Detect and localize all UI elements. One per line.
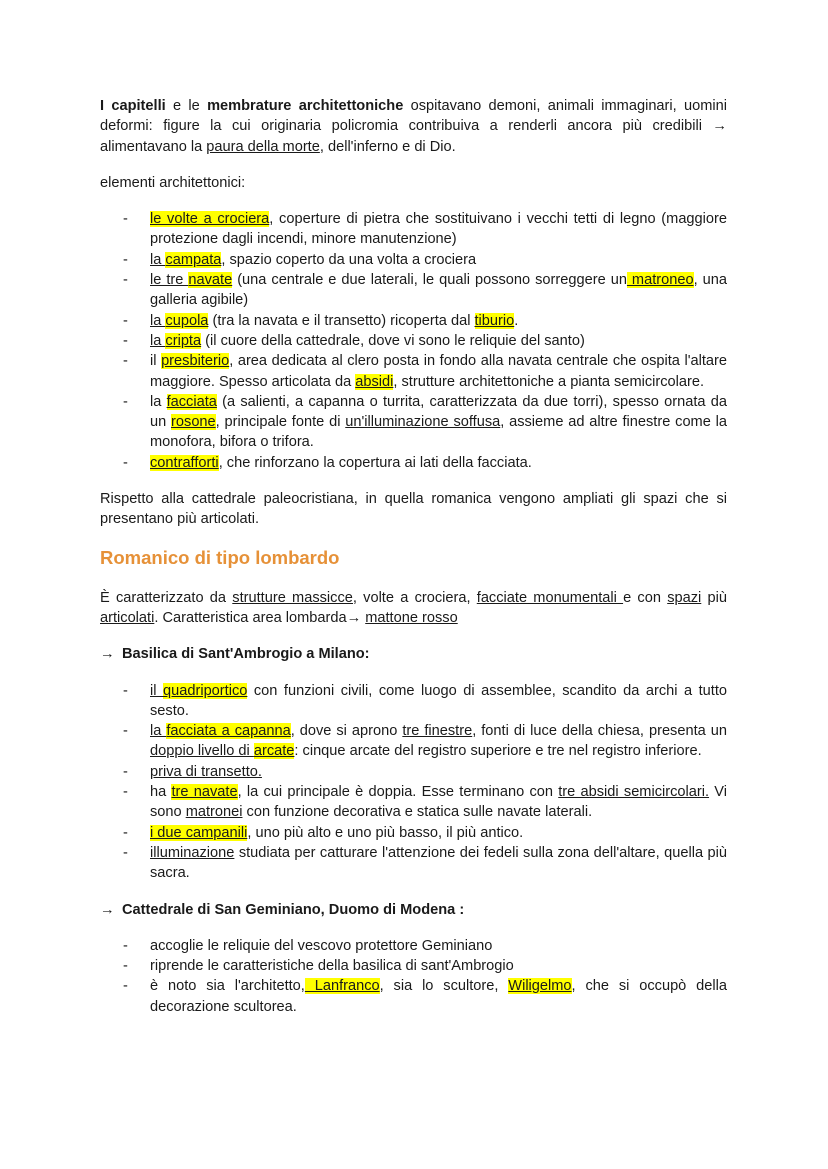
underlined-term: tre finestre bbox=[402, 723, 473, 740]
text: , strutture architettoniche a pianta semicircolare. bbox=[393, 373, 705, 390]
list-item bbox=[100, 976, 727, 1017]
highlight: tre navate bbox=[171, 784, 238, 801]
highlight: facciata a capanna bbox=[166, 723, 291, 740]
text: , coperture di pietra che sostituivano i vecchi tetti di legno (maggiore protezione dagli incendi, minore manutenzione) bbox=[150, 211, 727, 248]
highlight: navate bbox=[188, 272, 233, 289]
list-item bbox=[100, 311, 727, 331]
text: è noto sia l'architetto, bbox=[150, 978, 305, 995]
underlined-term: doppio livello di bbox=[150, 743, 254, 760]
text: Vi sono bbox=[150, 784, 727, 821]
text: , area dedicata al clero posta in fondo alla navata centrale che ospita l'altare maggiore. Spesso articolata da bbox=[150, 353, 727, 390]
underlined-term: illuminazione bbox=[150, 844, 235, 861]
text: (una centrale e due laterali, le quali possono sorreggere un bbox=[232, 272, 627, 289]
highlight: Lanfranco bbox=[304, 978, 380, 995]
text: le tre bbox=[150, 272, 189, 289]
list-item bbox=[100, 823, 727, 843]
highlight: tiburio bbox=[474, 312, 515, 329]
text: , fonti di luce della chiesa, presenta un bbox=[472, 723, 727, 740]
highlight: cupola bbox=[165, 312, 209, 329]
highlight: le volte a crociera bbox=[150, 211, 270, 228]
text: , che si occupò della decorazione scultorea. bbox=[150, 978, 727, 1015]
text: e le bbox=[165, 98, 208, 114]
underlined-term: mattone rosso bbox=[365, 609, 458, 626]
text: , uno più alto e uno più basso, il più antico. bbox=[247, 824, 524, 841]
modena-list bbox=[100, 936, 727, 1017]
elements-label: elementi architettonici: bbox=[100, 174, 246, 191]
list-item bbox=[100, 721, 727, 762]
text: la bbox=[150, 393, 167, 410]
highlight: quadriportico bbox=[163, 682, 248, 699]
intro-paragraph bbox=[100, 96, 727, 157]
list-item bbox=[100, 351, 727, 392]
underlined-term: spazi bbox=[667, 589, 702, 606]
list-item bbox=[100, 681, 727, 722]
text: , che rinforzano la copertura ai lati della facciata. bbox=[218, 454, 532, 471]
list-item bbox=[100, 762, 727, 782]
text: , dove si aprono bbox=[290, 723, 403, 740]
comparison-paragraph: Rispetto alla cattedrale paleocristiana, in quella romanica vengono ampliati gli spazi che si presentano più articolati. bbox=[100, 491, 727, 528]
text: riprende le caratteristiche della basilica di sant'Ambrogio bbox=[150, 958, 514, 975]
text: , una galleria agibile) bbox=[150, 272, 727, 309]
underlined-term: paura della morte bbox=[206, 138, 320, 155]
list-item bbox=[100, 956, 727, 976]
text: (a salienti, a capanna o turrita, caratterizzata da due torri), spesso ornata da un bbox=[150, 393, 727, 431]
document-body bbox=[100, 96, 727, 1033]
subheading-modena bbox=[100, 900, 727, 920]
text: . Caratteristica area lombarda→ bbox=[154, 609, 366, 626]
text: la bbox=[150, 251, 166, 268]
underlined-term: un'illuminazione soffusa bbox=[345, 414, 501, 431]
list-item bbox=[100, 843, 727, 884]
list-item bbox=[100, 936, 727, 956]
highlight: cripta bbox=[165, 332, 202, 349]
text: il bbox=[150, 353, 162, 370]
architectural-elements-list bbox=[100, 209, 727, 473]
text: con funzioni civili, come luogo di assemblee, scandito da archi a tutto sesto. bbox=[150, 682, 728, 719]
underlined-term: tre absidi semicircolari. bbox=[558, 784, 710, 801]
text: volte a crociera, bbox=[356, 589, 477, 606]
highlight: campata bbox=[165, 251, 222, 268]
text: , la cui principale è doppia. Esse terminano con bbox=[237, 784, 559, 801]
text: il bbox=[150, 682, 163, 699]
subheading-text: Cattedrale di San Geminiano, Duomo di Modena : bbox=[122, 901, 465, 918]
list-item bbox=[100, 392, 727, 453]
highlight: arcate bbox=[253, 743, 295, 760]
section-heading: Romanico di tipo lombardo bbox=[100, 546, 340, 568]
list-item bbox=[100, 270, 727, 311]
highlight: Wiligelmo bbox=[508, 978, 572, 995]
text: e con bbox=[623, 589, 668, 606]
text: (il cuore della cattedrale, dove vi sono le reliquie del santo) bbox=[201, 332, 585, 349]
underlined-term: priva di transetto. bbox=[150, 763, 262, 780]
list-item bbox=[100, 209, 727, 250]
text: , sia lo scultore, bbox=[379, 978, 509, 995]
text: ha bbox=[150, 784, 172, 801]
list-item bbox=[100, 453, 727, 473]
text: È caratterizzato da bbox=[100, 589, 233, 606]
list-item bbox=[100, 782, 727, 823]
text: la bbox=[150, 312, 166, 329]
text: , spazio coperto da una volta a crociera bbox=[221, 251, 477, 268]
text: con funzione decorativa e statica sulle navate laterali. bbox=[242, 804, 593, 821]
text: la bbox=[150, 723, 167, 740]
arrow-icon: → bbox=[100, 646, 115, 663]
highlight: presbiterio bbox=[161, 353, 230, 370]
bold-term: membrature architettoniche bbox=[207, 98, 404, 114]
text: , principale fonte di bbox=[215, 414, 346, 431]
text: studiata per catturare l'attenzione dei fedeli sulla zona dell'altare, quella più sacra. bbox=[150, 844, 727, 882]
highlight: matroneo bbox=[626, 272, 694, 289]
subheading-sant-ambrogio bbox=[100, 644, 727, 664]
underlined-term: facciate monumentali bbox=[476, 589, 624, 606]
list-item bbox=[100, 331, 727, 351]
text: accoglie le reliquie del vescovo protettore Geminiano bbox=[150, 937, 493, 954]
highlight: contrafforti bbox=[150, 454, 219, 471]
highlight: i due campanili bbox=[150, 824, 248, 841]
bold-term: I capitelli bbox=[100, 98, 166, 114]
text: ospitavano demoni, animali immaginari, uomini deformi: figure la cui originaria policromia contribuiva a renderli ancora più credibili → alimentavano la bbox=[100, 98, 727, 155]
highlight: rosone bbox=[171, 414, 216, 431]
subheading-text: Basilica di Sant'Ambrogio a Milano: bbox=[122, 646, 370, 663]
lombard-paragraph bbox=[100, 588, 727, 629]
text: , assieme ad altre finestre come la monofora, bifora o trifora. bbox=[150, 414, 727, 451]
sant-ambrogio-list bbox=[100, 681, 727, 884]
list-item bbox=[100, 250, 727, 270]
highlight: facciata bbox=[166, 393, 217, 410]
text: (tra la navata e il transetto) ricoperta dal bbox=[208, 312, 475, 329]
text: più bbox=[701, 589, 727, 606]
underlined-term: articolati bbox=[100, 609, 155, 626]
highlight: absidi bbox=[355, 373, 394, 390]
underlined-term: matronei bbox=[185, 804, 243, 821]
text: la bbox=[150, 332, 166, 349]
text: , dell'inferno e di Dio. bbox=[319, 138, 456, 155]
underlined-term: strutture massicce, bbox=[232, 589, 357, 606]
text: . bbox=[514, 312, 519, 329]
text: : cinque arcate del registro superiore e tre nel registro inferiore. bbox=[294, 743, 702, 760]
arrow-icon: → bbox=[100, 901, 115, 918]
